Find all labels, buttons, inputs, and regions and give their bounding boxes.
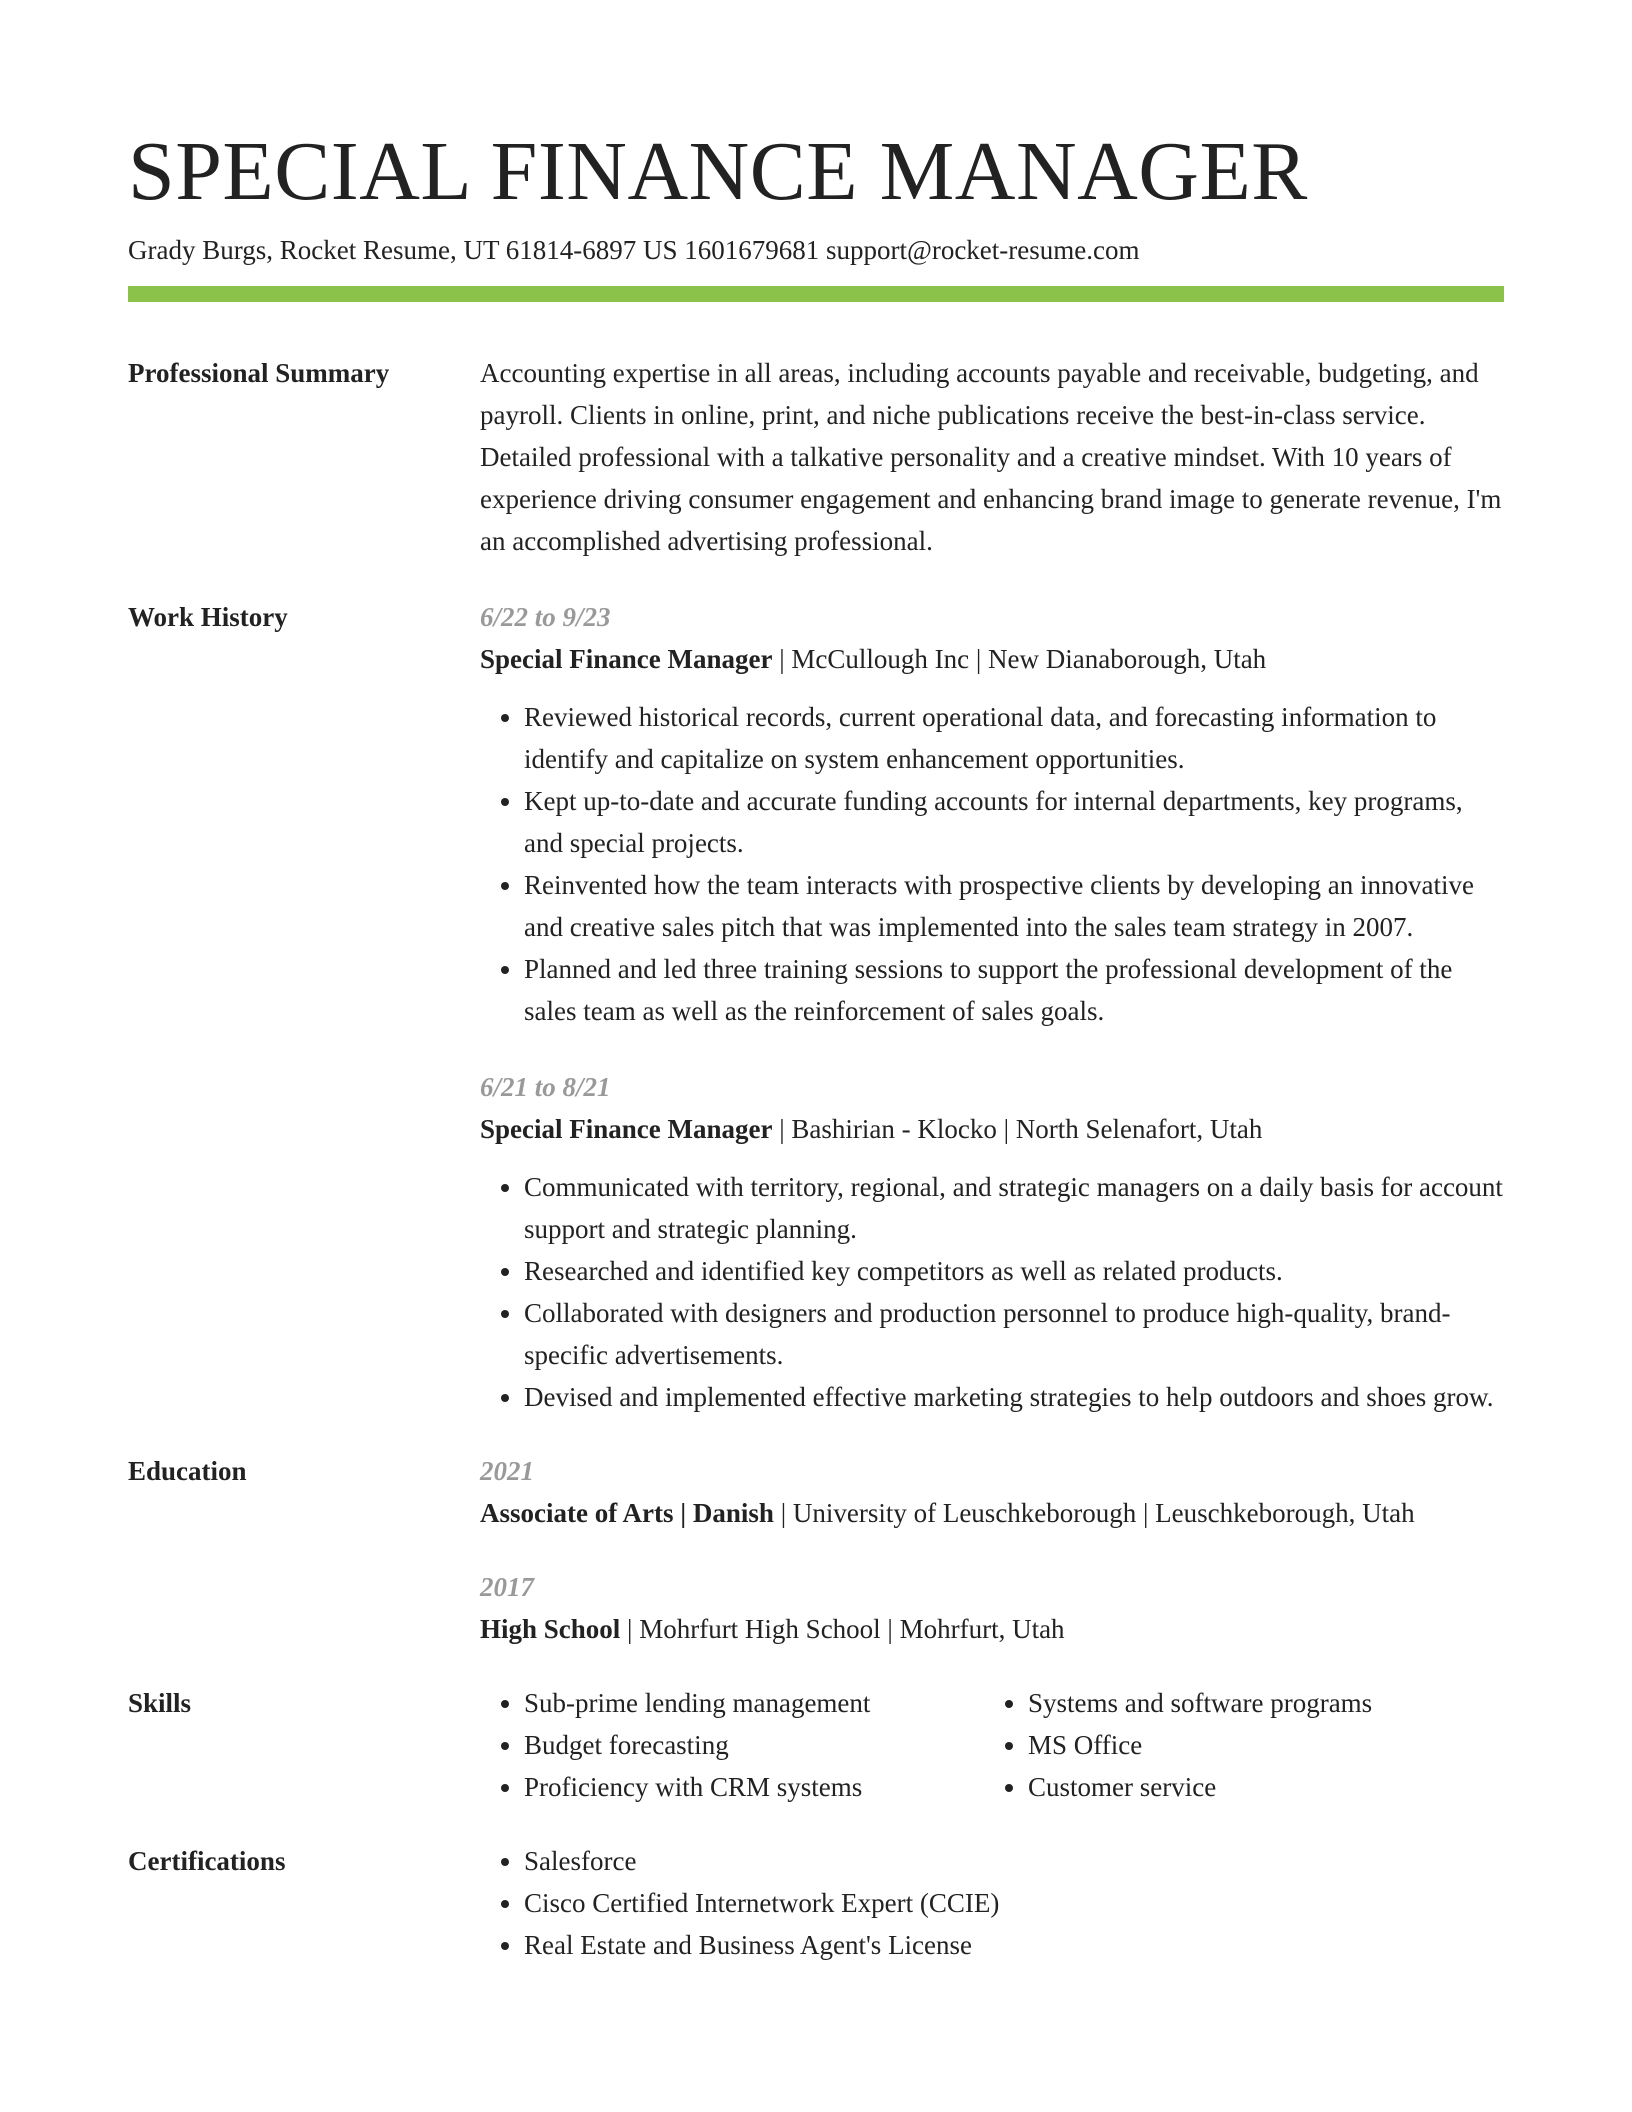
section-label-education: Education: [128, 1456, 247, 1486]
job-dates: 6/21 to 8/21: [480, 1072, 611, 1102]
certification-item: • Real Estate and Business Agent's License: [524, 1924, 1504, 1966]
job-dates: 6/22 to 9/23: [480, 602, 611, 632]
summary-section: [128, 352, 1504, 562]
job-heading: [480, 638, 1504, 680]
education-degree: Associate of Arts | Danish: [480, 1498, 774, 1528]
job-bullet: • Reviewed historical records, current operational data, and forecasting information to identify and capitalize on system enhancement opportunities.: [524, 696, 1504, 780]
skills-section: [128, 1682, 1504, 1808]
job-entry: [480, 596, 1504, 1032]
job-title: Special Finance Manager: [480, 1114, 773, 1144]
job-bullet: • Devised and implemented effective marketing strategies to help outdoors and shoes grow.: [524, 1376, 1504, 1418]
certifications-section: [128, 1840, 1504, 1966]
certifications-list: [480, 1840, 1504, 1966]
section-label-certifications: Certifications: [128, 1846, 286, 1876]
job-bullet: • Reinvented how the team interacts with prospective clients by developing an innovative and creative sales pitch that was implemented into the sales team strategy in 2007.: [524, 864, 1504, 948]
job-bullets: [480, 696, 1504, 1032]
job-bullet: • Communicated with territory, regional, and strategic managers on a daily basis for account support and strategic planning.: [524, 1166, 1504, 1250]
work-history-section: [128, 596, 1504, 1418]
skill-item: • Sub-prime lending management: [524, 1682, 984, 1724]
job-bullet: • Planned and led three training sessions to support the professional development of the sales team as well as the reinforcement of sales goals.: [524, 948, 1504, 1032]
skill-item: • MS Office: [1028, 1724, 1372, 1766]
certification-item: • Cisco Certified Internetwork Expert (CCIE): [524, 1882, 1504, 1924]
education-entry: [480, 1450, 1504, 1534]
education-degree: High School: [480, 1614, 621, 1644]
skills-columns: [480, 1682, 1504, 1808]
skill-item: • Proficiency with CRM systems: [524, 1766, 984, 1808]
job-bullet: • Researched and identified key competitors as well as related products.: [524, 1250, 1504, 1292]
job-bullets: [480, 1166, 1504, 1418]
job-heading: [480, 1108, 1504, 1150]
skills-column: [480, 1682, 984, 1808]
certification-item: • Salesforce: [524, 1840, 1504, 1882]
skills-column: [984, 1682, 1372, 1808]
skill-item: • Customer service: [1028, 1766, 1372, 1808]
contact-line: Grady Burgs, Rocket Resume, UT 61814-6897 US 1601679681 support@rocket-resume.com: [128, 235, 1140, 265]
education-heading: [480, 1608, 1504, 1650]
summary-text: Accounting expertise in all areas, including accounts payable and receivable, budgeting, and payroll. Clients in online, print, and niche publications receive the best-in-class service. Detailed professional with a talkative personality and a creative mindset. With 10 years of experience driving consumer engagement and enhancing brand image to generate revenue, I'm an accomplished advertising professional.: [480, 358, 1502, 556]
skill-item: • Systems and software programs: [1028, 1682, 1372, 1724]
education-details: | Mohrfurt High School | Mohrfurt, Utah: [620, 1614, 1065, 1644]
resume-title: SPECIAL FINANCE MANAGER: [128, 125, 1308, 218]
education-section: [128, 1450, 1504, 1650]
education-year: 2017: [480, 1572, 534, 1602]
job-details: | Bashirian - Klocko | North Selenafort, Utah: [772, 1114, 1263, 1144]
education-year: 2021: [480, 1456, 534, 1486]
section-label-work-history: Work History: [128, 602, 288, 632]
job-bullet: • Collaborated with designers and production personnel to produce high-quality, brand-specific advertisements.: [524, 1292, 1504, 1376]
education-heading: [480, 1492, 1504, 1534]
job-details: | McCullough Inc | New Dianaborough, Utah: [772, 644, 1267, 674]
section-label-summary: Professional Summary: [128, 358, 390, 388]
job-title: Special Finance Manager: [480, 644, 773, 674]
section-label-skills: Skills: [128, 1688, 192, 1718]
education-details: | University of Leuschkeborough | Leuschkeborough, Utah: [773, 1498, 1415, 1528]
job-bullet: • Kept up-to-date and accurate funding accounts for internal departments, key programs, and special projects.: [524, 780, 1504, 864]
education-entry: [480, 1566, 1504, 1650]
skill-item: • Budget forecasting: [524, 1724, 984, 1766]
accent-divider: [128, 286, 1504, 302]
job-entry: [480, 1066, 1504, 1418]
